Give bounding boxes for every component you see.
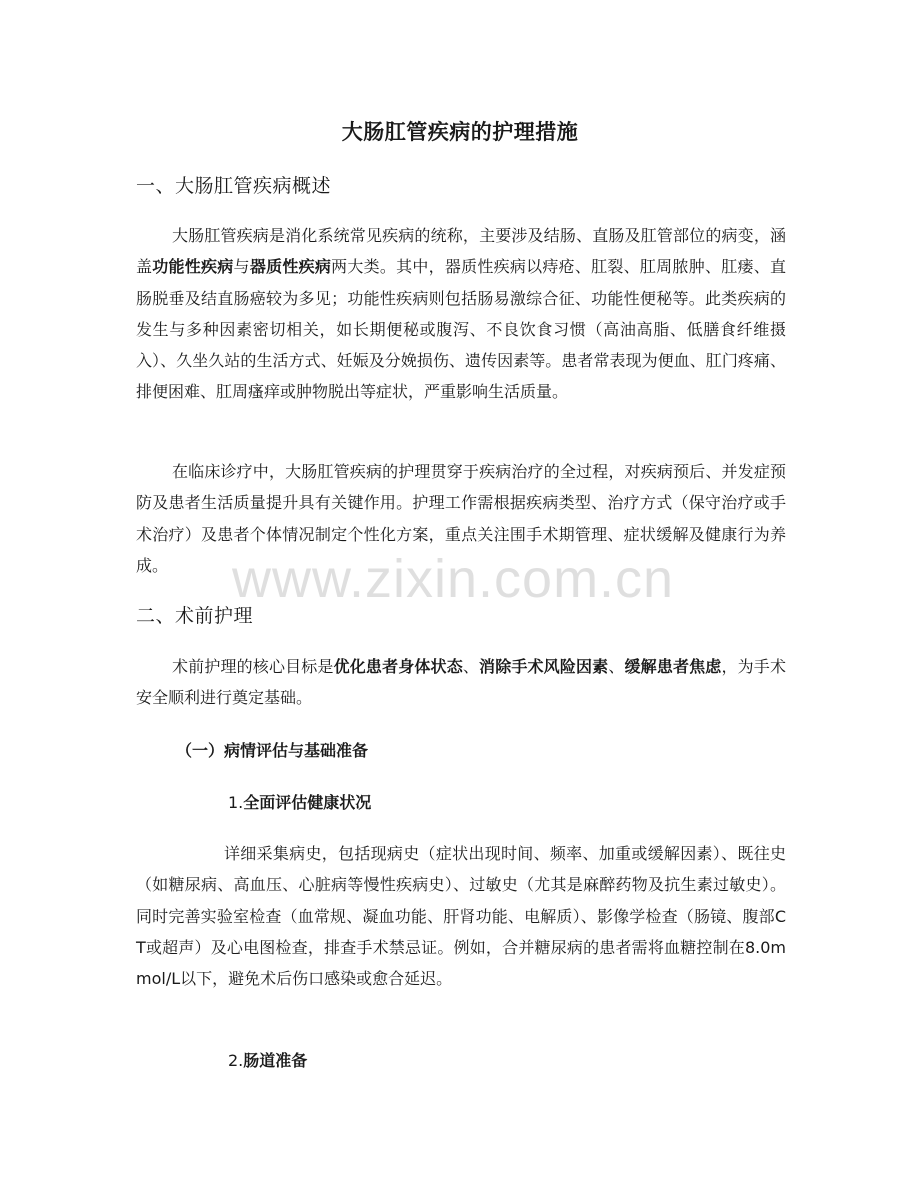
preop-intro-paragraph [136,651,786,714]
subsection-heading-assessment: （一）病情评估与基础准备 [176,741,369,760]
item-title: 全面评估健康状况 [243,793,372,812]
section-heading-preop: 二、术前护理 [136,605,254,627]
health-assessment-paragraph: 详细采集病史，包括现病史（症状出现时间、频率、加重或缓解因素）、既往史（如糖尿病、高血压、心脏病等慢性疾病史）、过敏史（尤其是麻醉药物及抗生素过敏史）。同时完善实验室检查（血常规、凝血功能、肝肾功能、电解质）、影像学检查（肠镜、腹部CT或超声）及心电图检查，排查手术禁忌证。例如，合并糖尿病的患者需将血糖控制在8.0mmol/L以下，避免术后伤口感染或愈合延迟。 [136,844,786,989]
overview-paragraph-1 [136,220,786,408]
bold-term-functional: 功能性疾病 [152,257,234,277]
bold-goal-2: 消除手术风险因素 [479,657,609,676]
text-run: 两大类。其中，器质性疾病以痔疮、肛裂、肛周脓肿、肛瘘、直肠脱垂及结直肠癌较为多见；功能性疾病则包括肠易激综合征、功能性便秘等。此类疾病的发生与多种因素密切相关，如长期便秘或腹泻、不良饮食习惯（高油高脂、低膳食纤维摄入）、久坐久站的生活方式、妊娠及分娩损伤、遗传因素等。患者常表现为便血、肛门疼痛、排便困难、肛周瘙痒或肿物脱出等症状，严重影响生活质量。 [136,257,786,402]
bold-goal-3: 缓解患者焦虑 [624,657,722,676]
bold-goal-1: 优化患者身体状态 [333,657,463,676]
item-number: 2. [228,1051,244,1070]
watermark-text: www.zixin.com.cn [232,549,675,609]
text-run: 与 [233,257,250,277]
text-run: 大肠肛管疾病是消化系统常见疾病的统称，主要涉及结肠、直肠及肛管部位的病变，涵盖 [136,226,786,277]
text-run: 术前护理的核心目标是 [172,657,334,676]
item-title: 肠道准备 [243,1051,308,1070]
section-heading-overview: 一、大肠肛管疾病概述 [136,175,332,197]
text-run: 、 [462,657,480,676]
document-title: 大肠肛管疾病的护理措施 [341,120,579,144]
item-heading-bowel-prep [228,1047,307,1075]
text-run: 、 [608,657,625,676]
text-run: ，为手术安全顺利进行奠定基础。 [136,657,786,708]
bold-term-organic: 器质性疾病 [249,257,332,277]
item-number: 1. [228,793,244,812]
overview-paragraph-2: 在临床诊疗中，大肠肛管疾病的护理贯穿于疾病治疗的全过程，对疾病预后、并发症预防及患者生活质量提升具有关键作用。护理工作需根据疾病类型、治疗方式（保守治疗或手术治疗）及患者个体情况制定个性化方案，重点关注围手术期管理、症状缓解及健康行为养成。 [136,462,786,575]
item-heading-health-assessment [228,789,371,817]
